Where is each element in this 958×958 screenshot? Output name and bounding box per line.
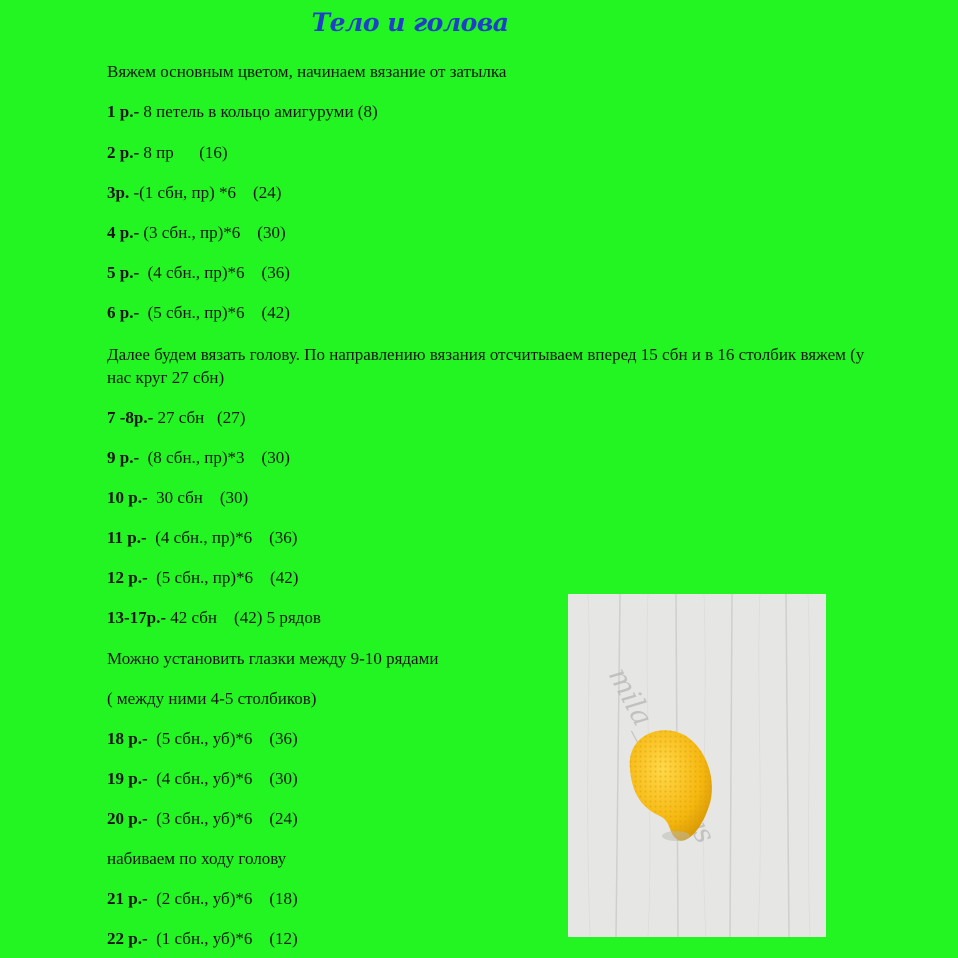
stuffing-note: набиваем по ходу голову xyxy=(107,849,287,868)
row-label: 7 -8р.- xyxy=(107,408,154,427)
row-text: 8 пр (16) xyxy=(139,143,228,162)
row-line xyxy=(107,221,286,244)
row-text: (4 сбн., пр)*6 (36) xyxy=(146,528,298,547)
toy-photo-graphic xyxy=(568,594,826,937)
row-text: (5 сбн., пр)*6 (42) xyxy=(139,303,290,322)
head-note: Далее будем вязать голову. По направлению вязания отсчитываем вперед 15 сбн и в 16 столбик вяжем (у нас круг 27 сбн) xyxy=(107,345,865,387)
row-line xyxy=(107,767,298,790)
row-text: (5 сбн., уб)*6 (36) xyxy=(147,729,298,748)
row-label: 19 р.- xyxy=(107,769,148,788)
row-line xyxy=(107,181,281,204)
intro-line: Вяжем основным цветом, начинаем вязание от затылка xyxy=(107,62,507,81)
row-line xyxy=(107,727,298,750)
row-text: (3 сбн., пр)*6 (30) xyxy=(139,223,286,242)
row-label: 21 р.- xyxy=(107,889,148,908)
row-text: (8 сбн., пр)*3 (30) xyxy=(139,448,290,467)
row-line xyxy=(107,887,298,910)
row-label: 3р. xyxy=(107,183,130,202)
row-text: 42 сбн (42) 5 рядов xyxy=(166,608,321,627)
row-text: (3 сбн., уб)*6 (24) xyxy=(147,809,298,828)
toy-photo xyxy=(568,594,826,937)
row-label: 6 р.- xyxy=(107,303,140,322)
row-label: 5 р.- xyxy=(107,263,140,282)
row-label: 13-17р.- xyxy=(107,608,167,627)
row-text: 27 сбн (27) xyxy=(153,408,246,427)
row-label: 11 р.- xyxy=(107,528,147,547)
row-line xyxy=(107,526,297,549)
row-text: (5 сбн., пр)*6 (42) xyxy=(147,568,299,587)
row-label: 2 р.- xyxy=(107,143,140,162)
row-label: 9 р.- xyxy=(107,448,140,467)
row-line xyxy=(107,486,248,509)
row-text: 30 сбн (30) xyxy=(147,488,249,507)
row-label: 4 р.- xyxy=(107,223,140,242)
row-label: 22 р.- xyxy=(107,929,148,948)
row-label: 1 р.- xyxy=(107,102,140,121)
row-text: (4 сбн., уб)*6 (30) xyxy=(147,769,298,788)
eyes-note: Можно установить глазки между 9-10 рядами xyxy=(107,649,439,668)
row-line xyxy=(107,141,228,164)
row-label: 12 р.- xyxy=(107,568,148,587)
row-line xyxy=(107,606,321,629)
row-label: 18 р.- xyxy=(107,729,148,748)
row-line xyxy=(107,261,290,284)
row-text: (2 сбн., уб)*6 (18) xyxy=(147,889,298,908)
row-line xyxy=(107,807,298,830)
row-line xyxy=(107,566,298,589)
row-label: 20 р.- xyxy=(107,809,148,828)
row-text: -(1 сбн, пр) *6 (24) xyxy=(129,183,282,202)
row-line xyxy=(107,406,245,429)
page-title: Тело и голова xyxy=(311,8,509,37)
row-text: (4 сбн., пр)*6 (36) xyxy=(139,263,290,282)
row-text: 8 петель в кольцо амигуруми (8) xyxy=(139,102,378,121)
row-text: (1 сбн., уб)*6 (12) xyxy=(147,929,298,948)
row-line xyxy=(107,100,378,123)
row-line xyxy=(107,446,290,469)
row-line xyxy=(107,927,298,950)
row-line xyxy=(107,301,290,324)
row-label: 10 р.- xyxy=(107,488,148,507)
eyes-note-detail: ( между ними 4-5 столбиков) xyxy=(107,689,317,708)
